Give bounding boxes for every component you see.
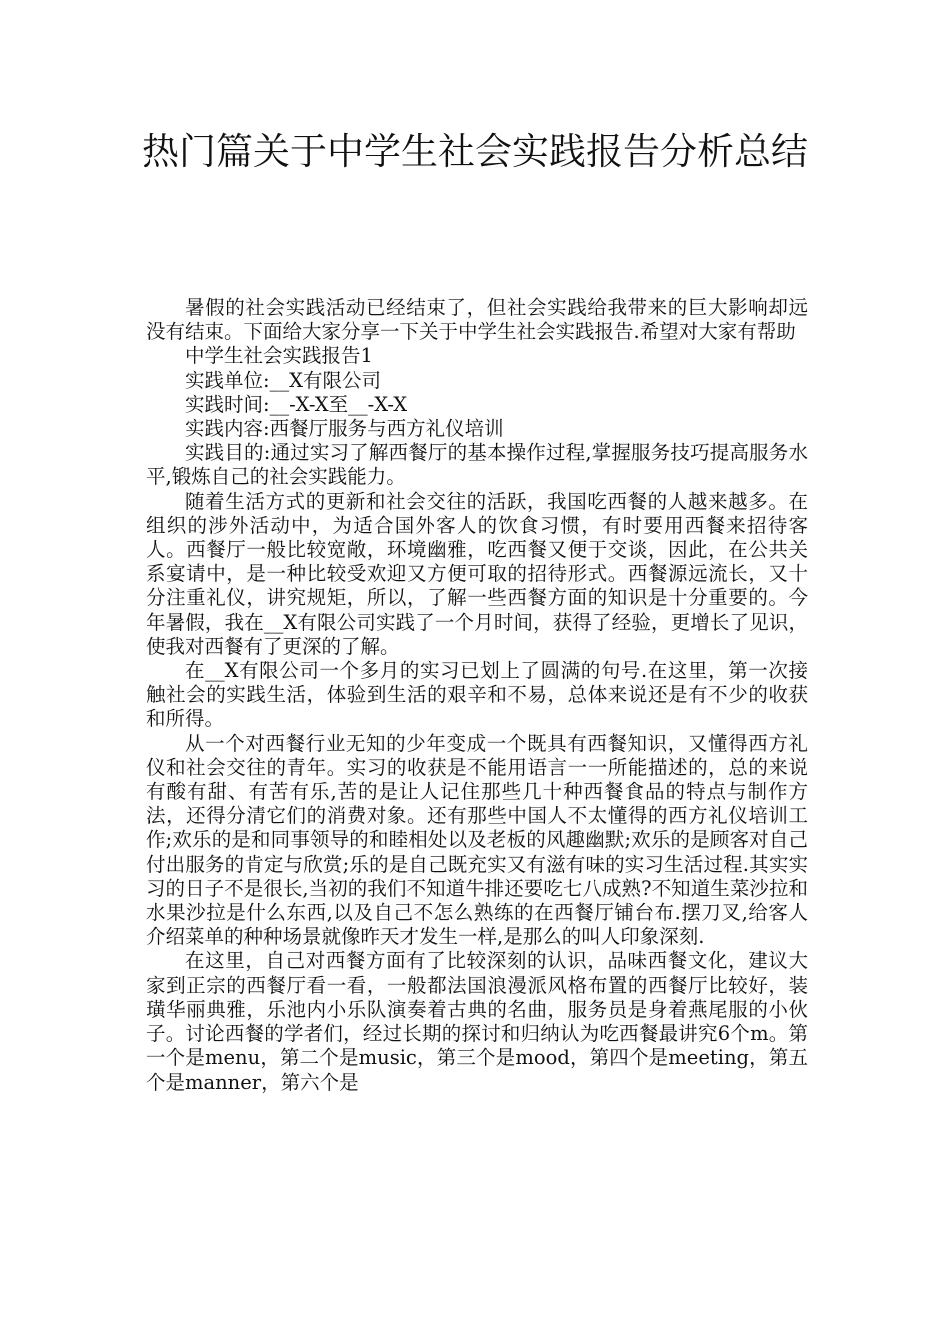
- paragraph-gains: 从一个对西餐行业无知的少年变成一个既具有西餐知识，又懂得西方礼仪和社会交往的青年。实习的收获是不能用语言一一所能描述的，总的来说有酸有甜、有苦有乐,苦的是让人记住那些几十种西餐食品的特点与制作方法，还得分清它们的消费对象。还有那些中国人不太懂得的西方礼仪培训工作;欢乐的是和同事领导的和睦相处以及老板的风趣幽默;欢乐的是顾客对自己付出服务的肯定与欣赏;乐的是自己既充实又有滋有味的实习生活过程.其实实习的日子不是很长,当初的我们不知道牛排还要吃七八成熟?不知道生菜沙拉和水果沙拉是什么东西,以及自己不怎么熟练的在西餐厅铺台布.摆刀叉,给客人介绍菜单的种种场景就像昨天才发生一样,是那么的叫人印象深刻.: [146, 731, 808, 949]
- paragraph-intro: 暑假的社会实践活动已经结束了，但社会实践给我带来的巨大影响却远没有结束。下面给大家分享一下关于中学生社会实践报告.希望对大家有帮助: [146, 296, 808, 344]
- paragraph-practice-purpose: 实践目的:通过实习了解西餐厅的基本操作过程,掌握服务技巧提高服务水平,锻炼自己的社会实践能力。: [146, 441, 808, 489]
- paragraph-practice-content: 实践内容:西餐厅服务与西方礼仪培训: [185, 417, 504, 441]
- paragraph-western-dining: 随着生活方式的更新和社会交往的活跃，我国吃西餐的人越来越多。在组织的涉外活动中，为适合国外客人的饮食习惯，有时要用西餐来招待客人。西餐厅一般比较宽敞，环境幽雅，吃西餐又便于交谈，因此，在公共关系宴请中，是一种比较受欢迎又方便可取的招待形式。西餐源远流长，又十分注重礼仪，讲究规矩，所以，了解一些西餐方面的知识是十分重要的。今年暑假，我在__X有限公司实践了一个月时间，获得了经验，更增长了见识，使我对西餐有了更深的了解。: [146, 489, 808, 658]
- paragraph-practice-unit: 实践单位:__X有限公司: [185, 368, 381, 392]
- document-body: [146, 296, 808, 1095]
- paragraph-practice-time: 实践时间:__-X-X至__-X-X: [185, 392, 408, 416]
- document-title: 热门篇关于中学生社会实践报告分析总结: [142, 130, 808, 173]
- paragraph-internship-summary: 在__X有限公司一个多月的实习已划上了圆满的句号.在这里，第一次接触社会的实践生活，体验到生活的艰辛和不易，总体来说还是有不少的收获和所得。: [146, 659, 808, 731]
- paragraph-report-heading: 中学生社会实践报告1: [185, 344, 373, 368]
- paragraph-western-culture: 在这里，自己对西餐方面有了比较深刻的认识，品味西餐文化，建议大家到正宗的西餐厅看一看，一般都法国浪漫派风格布置的西餐厅比较好，装璜华丽典雅，乐池内小乐队演奏着古典的名曲，服务员是身着燕尾服的小伙子。讨论西餐的学者们，经过长期的探讨和归纳认为吃西餐最讲究6个m。第一个是menu，第二个是music，第三个是mood，第四个是meeting，第五个是manner，第六个是: [146, 949, 808, 1094]
